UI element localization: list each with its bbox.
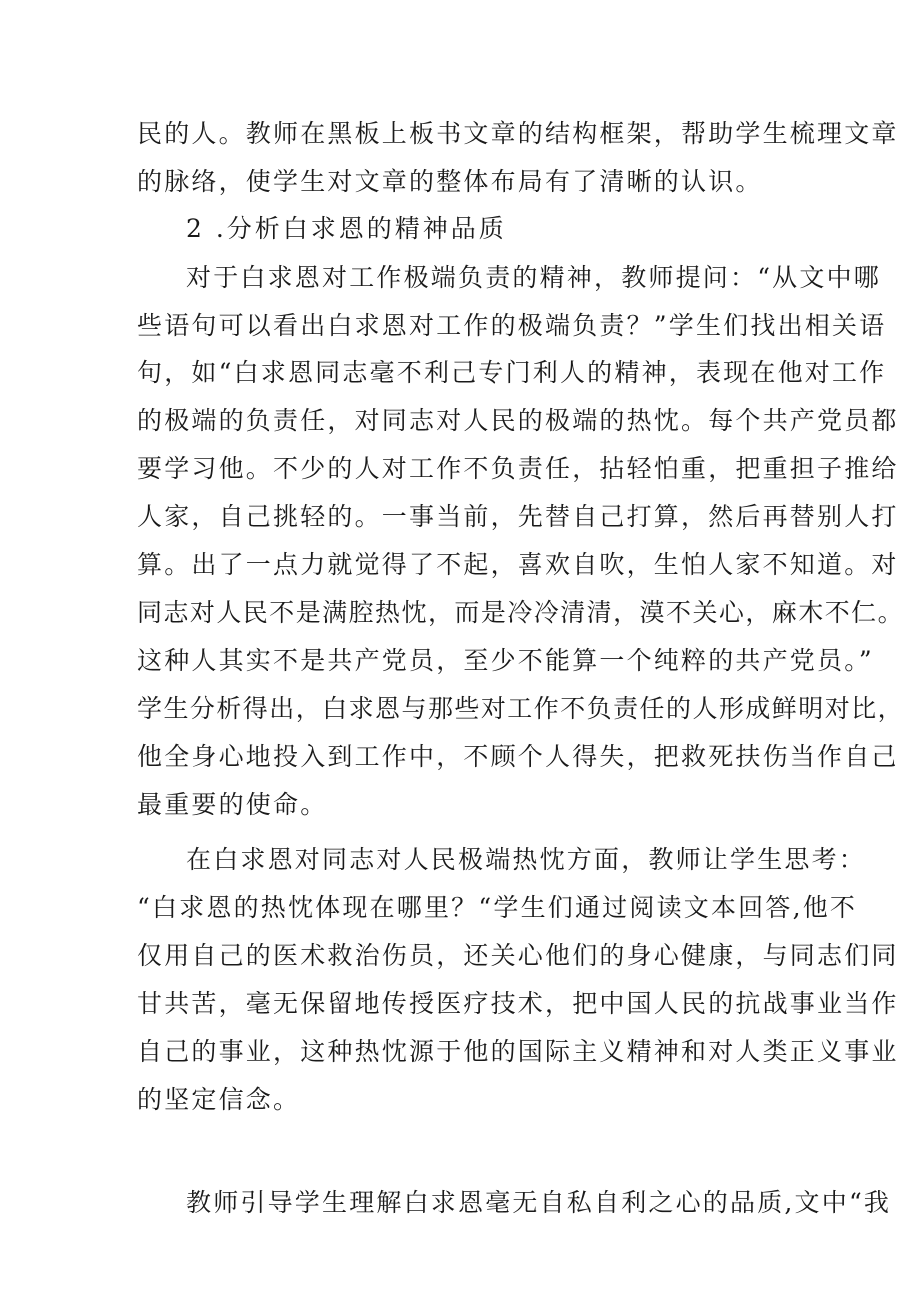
section-heading: 2 .分析白求恩的精神品质 (186, 214, 507, 243)
paragraph-line: 算。出了一点力就觉得了不起，喜欢自吹，生怕人家不知道。对 (137, 550, 899, 579)
paragraph-line: 学生分析得出，白求恩与那些对工作不负责任的人形成鲜明对比， (137, 694, 905, 723)
paragraph-line: 民的人。教师在黑板上板书文章的结构框架，帮助学生梳理文章 (137, 119, 899, 148)
paragraph-line: 的坚定信念。 (137, 1085, 301, 1114)
paragraph-line: 教师引导学生理解白求恩毫无自私自利之心的品质,文中“我 (186, 1188, 892, 1217)
paragraph-line: 些语句可以看出白求恩对工作的极端负责？”学生们找出相关语 (137, 311, 887, 340)
paragraph-line: 同志对人民不是满腔热忱，而是冷冷清清，漠不关心，麻木不仁。 (137, 598, 905, 627)
paragraph-line: 甘共苦，毫无保留地传授医疗技术，把中国人民的抗战事业当作 (137, 989, 899, 1018)
paragraph-line: 他全身心地投入到工作中，不顾个人得失，把救死扶伤当作自己 (137, 742, 899, 771)
paragraph-line: 最重要的使命。 (137, 790, 328, 819)
paragraph-line: 的极端的负责任，对同志对人民的极端的热忱。每个共产党员都 (137, 406, 899, 435)
paragraph-line: 人家，自己挑轻的。一事当前，先替自己打算，然后再替别人打 (137, 502, 899, 531)
paragraph-line: 的脉络，使学生对文章的整体布局有了清晰的认识。 (137, 167, 763, 196)
paragraph-line: 要学习他。不少的人对工作不负责任，拈轻怕重，把重担子推给 (137, 454, 899, 483)
paragraph-line: 自己的事业，这种热忱源于他的国际主义精神和对人类正义事业 (137, 1037, 899, 1066)
paragraph-line: “白求恩的热忱体现在哪里？“学生们通过阅读文本回答,他不 (137, 893, 858, 922)
paragraph-line: 仅用自己的医术救治伤员，还关心他们的身心健康，与同志们同 (137, 941, 899, 970)
paragraph-line: 句，如“白求恩同志毫不利己专门利人的精神，表现在他对工作 (137, 358, 887, 387)
paragraph-line: 在白求恩对同志对人民极端热忱方面，教师让学生思考： (186, 845, 867, 874)
paragraph-line: 这种人其实不是共产党员，至少不能算一个纯粹的共产党员。” (137, 646, 874, 675)
paragraph-line: 对于白求恩对工作极端负责的精神，教师提问：“从文中哪 (186, 263, 881, 292)
